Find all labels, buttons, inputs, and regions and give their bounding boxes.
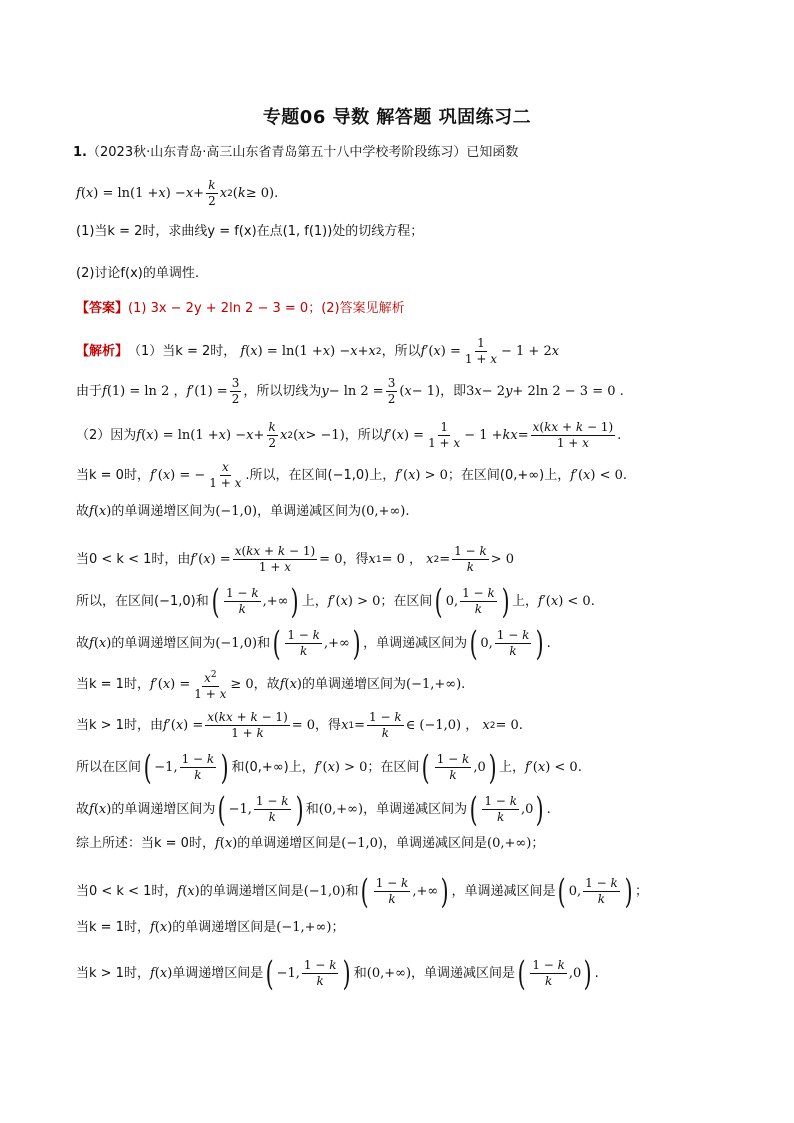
summary-line-1: 综上所述：当k = 0时， f ( x ) 的单调递增区间是 (−1,0) ，单调递减区间是 (0,+∞) ；: [76, 836, 545, 851]
summary-line-2: 当0 < k < 1时， f ( x ) 的单调递增区间是 (−1,0) 和 ( $\frac{1 - k}{k}$ ,+∞ ) ，单调递减区间是 ( 0, $\frac{1 - k}{k}$ ) ；: [76, 871, 649, 912]
analysis-line-4: 当k = 0时， f ′( x ) = − $\frac{x}{1 + x}$ .所以，在区间(−1,0)上， f ′( x ) > 0 ；在区间(0,+∞)上， f ′( x ) < 0.: [76, 460, 628, 490]
function-definition: f ( x ) = ln(1 + x ) − x + $\frac{k}{2}$ x 2 ( k ≥ 0).: [76, 178, 279, 208]
analysis-line-8: 故 f ( x ) 的单调递增区间为 (−1,0) 和 ( $\frac{1 - k}{k}$ ,+∞ ) ，单调递减区间为 ( 0, $\frac{1 - k}{k}$ ) .: [76, 623, 551, 664]
summary-line-4: 当k > 1时， f ( x ) 单调递增区间是 ( −1, $\frac{1 - k}{k}$ ) 和 (0,+∞) ，单调递减区间是 ( $\frac{1 - k}{k}$ ,0 ) .: [76, 953, 599, 994]
problem-source-line: 1 . （2023秋·山东青岛·高三山东省青岛第五十八中学校考阶段练习）已知函数: [73, 143, 518, 163]
analysis-line-2: 由于 f (1) = ln 2 ， f ′(1) = $\frac{3}{2}$ ，所以切线为 y − ln 2 = $\frac{3}{2}$ ( x − 1) ，即 3 x − 2 y + 2ln 2 − 3 = 0 .: [76, 376, 624, 406]
analysis-line-10: 当k > 1时，由 f ′( x ) = $\frac{x(kx + k - 1)}{1 + k}$ = 0 ，得 x 1 = $\frac{1 - k}{k}$ ∈ (−1,0) ， x 2 = 0.: [76, 710, 523, 740]
analysis-line-5: 故 f ( x ) 的单调递增区间为 (−1,0) ，单调递减区间为 (0,+∞).: [76, 504, 410, 519]
answer-part-1: (1) 3x − 2y + 2ln 2 − 3 = 0: [128, 301, 309, 316]
problem-source: （2023秋·山东青岛·高三山东省青岛第五十八中学校考阶段练习）已知函数: [87, 145, 519, 160]
problem-number: 1: [73, 145, 83, 160]
page-title: 专题06 导数 解答题 巩固练习二: [262, 107, 532, 128]
question-1: (1)当k = 2时，求曲线y = f(x)在点(1, f(1))处的切线方程；: [76, 224, 424, 239]
analysis-line-11: 所以在区间 ( −1, $\frac{1 - k}{k}$ ) 和(0,+∞)上， f ′( x ) > 0 ；在区间 ( $\frac{1 - k}{k}$ ,0 ) 上， f ′( x ) < 0.: [76, 747, 582, 788]
analysis-line-1: 【解析】 （1）当 k = 2时， f ( x ) = ln(1 + x ) − x + x 2 ，所以 f ′( x ) = $\frac{1}{1 + x}$ − 1 + 2 x: [76, 336, 560, 366]
answer-part-2: (2)答案见解析: [321, 301, 405, 316]
analysis-line-6: 当0 < k < 1时，由 f ′( x ) = $\frac{x(kx + k - 1)}{1 + x}$ = 0 ，得 x 1 = 0 ， x 2 = $\frac{1 - k}{k}$ > 0: [76, 544, 515, 574]
analysis-line-12: 故 f ( x ) 的单调递增区间为 ( −1, $\frac{1 - k}{k}$ ) 和 (0,+∞) ，单调递减区间为 ( $\frac{1 - k}{k}$ ,0 ) .: [76, 789, 551, 830]
analysis-line-7: 所以，在区间(−1,0)和 ( $\frac{1 - k}{k}$ ,+∞ ) 上， f ′( x ) > 0 ；在区间 ( 0, $\frac{1 - k}{k}$ ) 上， f ′( x ) < 0.: [76, 581, 595, 622]
analysis-line-9: 当k = 1时， f ′( x ) = $\frac{x^2}{1 + x}$ ≥ 0 ，故 f ( x ) 的单调递增区间为 (−1,+∞).: [76, 670, 466, 701]
answer-line: 【答案】 (1) 3x − 2y + 2ln 2 − 3 = 0 ； (2)答案见解析: [76, 299, 405, 319]
analysis-line-3: （2）因为 f ( x ) = ln(1 + x ) − x + $\frac{k}{2}$ x 2 ( x > −1) ，所以 f ′( x ) = $\frac{1}{1 + x}$ − 1 + kx = $\frac{x(kx + k - 1)}{1 + x}$ .: [76, 420, 622, 450]
summary-line-3: 当k = 1时， f ( x ) 的单调递增区间是 (−1,+∞) ；: [76, 920, 345, 935]
question-2: (2)讨论f(x)的单调性.: [76, 266, 199, 281]
